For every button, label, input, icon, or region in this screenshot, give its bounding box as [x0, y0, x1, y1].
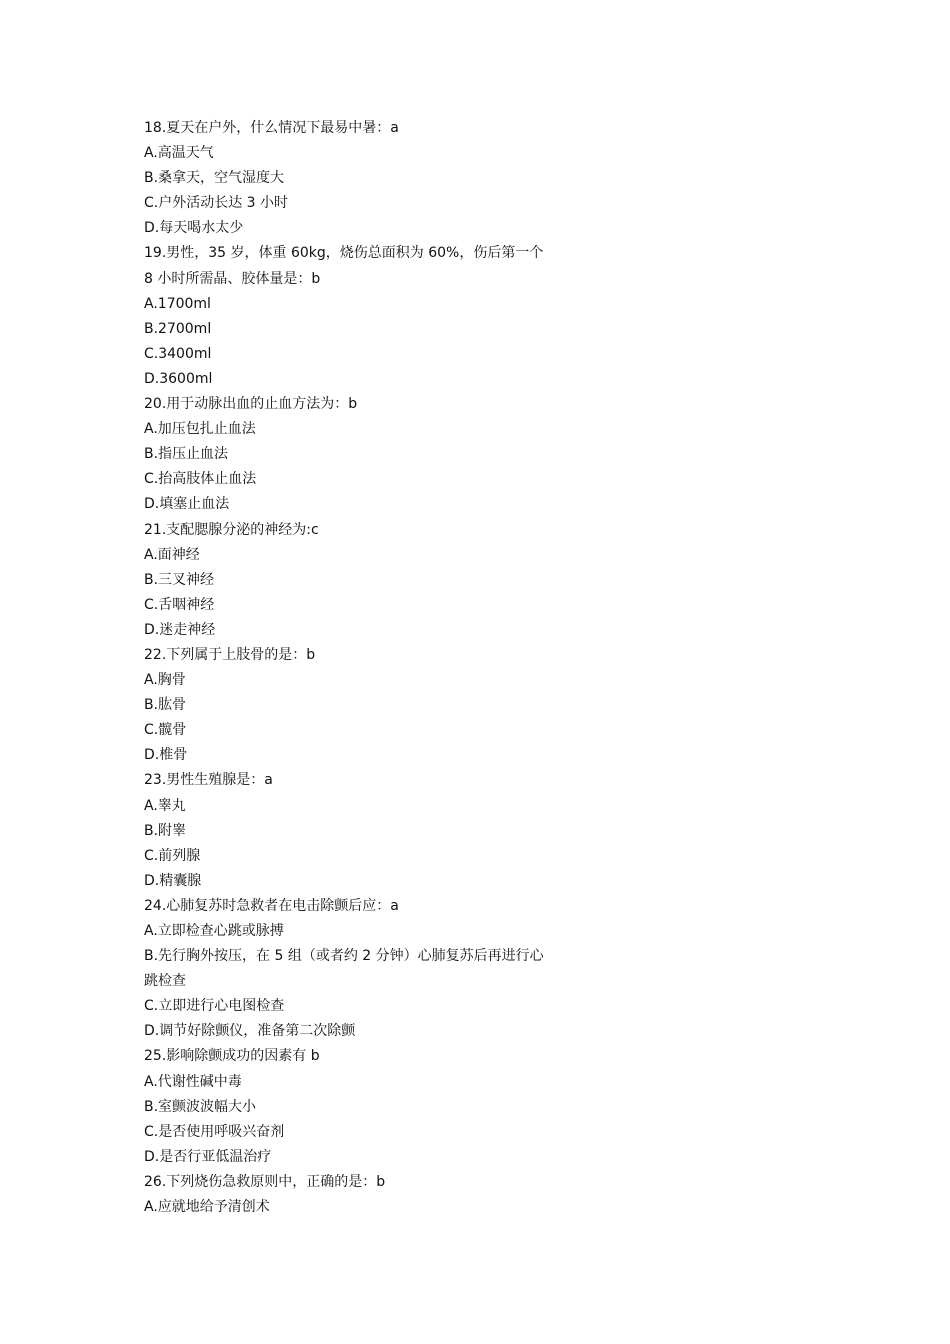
option-b-continued: 跳检查 [144, 973, 186, 990]
question-26: 26.下列烧伤急救原则中，正确的是：b [144, 1173, 386, 1190]
option-d: D.填塞止血法 [144, 496, 230, 513]
question-23: 23.男性生殖腺是：a [144, 772, 273, 789]
option-b: B.三叉神经 [144, 571, 215, 588]
option-c: C.户外活动长达 3 小时 [144, 195, 289, 212]
option-b: B.桑拿天，空气湿度大 [144, 170, 285, 187]
question-21: 21.支配腮腺分泌的神经为:c [144, 521, 319, 538]
option-a: A.应就地给予清创术 [144, 1199, 270, 1216]
option-a: A.睾丸 [144, 797, 186, 814]
option-c: C.3400ml [144, 345, 212, 362]
option-a: A.立即检查心跳或脉搏 [144, 923, 284, 939]
option-a: A.1700ml [144, 295, 211, 312]
option-d: D.是否行亚低温治疗 [144, 1148, 272, 1165]
option-a: A.代谢性碱中毒 [144, 1073, 242, 1090]
question-24: 24.心肺复苏时急救者在电击除颤后应：a [144, 897, 399, 914]
option-b: B.附睾 [144, 822, 187, 839]
option-d: D.调节好除颤仪，准备第二次除颤 [144, 1023, 356, 1040]
option-c: C.舌咽神经 [144, 596, 215, 613]
option-d: D.3600ml [144, 370, 213, 387]
question-22: 22.下列属于上肢骨的是：b [144, 646, 316, 663]
question-25: 25.影响除颤成功的因素有 b [144, 1048, 320, 1065]
option-d: D.精囊腺 [144, 872, 202, 889]
option-c: C.髋骨 [144, 722, 187, 739]
question-19: 19.男性，35 岁，体重 60kg，烧伤总面积为 60%，伤后第一个 [144, 245, 544, 262]
option-c: C.是否使用呼吸兴奋剂 [144, 1123, 285, 1140]
option-c: C.立即进行心电图检查 [144, 998, 285, 1015]
option-c: C.抬高肢体止血法 [144, 471, 257, 488]
option-b: B.室颤波波幅大小 [144, 1098, 257, 1115]
question-20: 20.用于动脉出血的止血方法为：b [144, 396, 358, 413]
option-b: B.肱骨 [144, 697, 187, 714]
option-b: B.先行胸外按压，在 5 组（或者约 2 分钟）心肺复苏后再进行心 [144, 948, 544, 965]
question-19-continued: 8 小时所需晶、胶体量是：b [144, 270, 321, 287]
option-d: D.迷走神经 [144, 621, 216, 638]
question-list [144, 116, 564, 1220]
option-b: B.指压止血法 [144, 446, 229, 463]
option-a: A.高温天气 [144, 145, 214, 162]
option-a: A.胸骨 [144, 672, 186, 689]
option-c: C.前列腺 [144, 847, 201, 864]
option-d: D.椎骨 [144, 747, 188, 764]
option-b: B.2700ml [144, 320, 212, 337]
question-18: 18.夏天在户外，什么情况下最易中暑：a [144, 120, 399, 136]
option-a: A.面神经 [144, 546, 200, 563]
option-a: A.加压包扎止血法 [144, 421, 256, 438]
option-d: D.每天喝水太少 [144, 220, 244, 237]
